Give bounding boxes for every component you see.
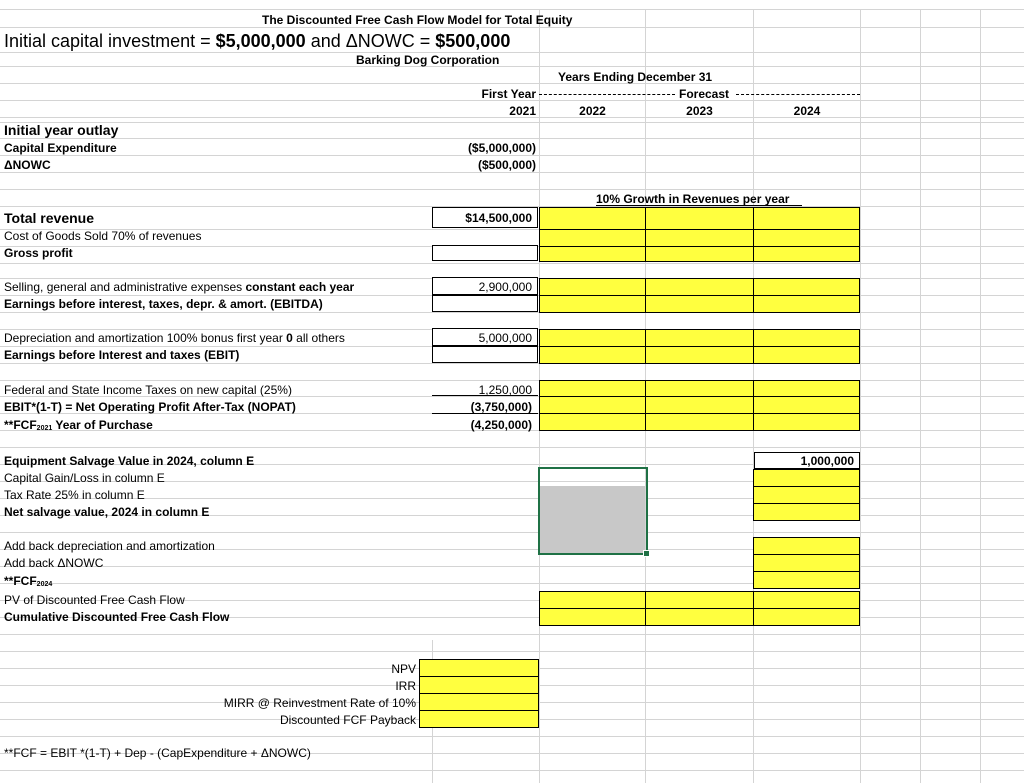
fcf-2021-value[interactable]: (4,250,000) xyxy=(470,418,532,432)
depreciation-label: Depreciation and amortization 100% bonus first year 0 all others xyxy=(4,331,345,345)
nowc-value[interactable]: ($500,000) xyxy=(477,158,536,172)
tax-2021-value[interactable]: 1,250,000 xyxy=(478,383,532,397)
sga-forecast-cell-1[interactable] xyxy=(539,278,646,296)
selection-border[interactable] xyxy=(538,467,648,555)
cogs-forecast-cell-3[interactable] xyxy=(753,229,860,247)
cumulative-forecast-cell-2[interactable] xyxy=(645,608,754,626)
dep-forecast-cell-1[interactable] xyxy=(539,329,646,347)
dep-forecast-cell-3[interactable] xyxy=(753,329,860,347)
growth-underline xyxy=(596,205,802,206)
nopat-2021-value[interactable]: (3,750,000) xyxy=(470,400,532,414)
salvage-label: Equipment Salvage Value in 2024, column E xyxy=(4,454,255,468)
nopat-forecast-cell-3[interactable] xyxy=(753,396,860,414)
dep-2021-value: 5,000,000 xyxy=(478,331,532,345)
npv-label: NPV xyxy=(391,662,416,676)
fill-handle[interactable] xyxy=(643,550,650,557)
pv-forecast-cell-2[interactable] xyxy=(645,591,754,609)
initial-outlay-heading: Initial year outlay xyxy=(4,122,119,138)
gross-profit-forecast-cell-2[interactable] xyxy=(645,246,754,262)
net-salvage-label: Net salvage value, 2024 in column E xyxy=(4,505,210,519)
nopat-label: EBIT*(1-T) = Net Operating Profit After-Tax (NOPAT) xyxy=(4,400,296,414)
irr-label: IRR xyxy=(395,679,416,693)
sheet-title: The Discounted Free Cash Flow Model for Total Equity xyxy=(262,13,573,27)
capex-label: Capital Expenditure xyxy=(4,141,117,155)
tax-forecast-cell-2[interactable] xyxy=(645,380,754,397)
tax-underline xyxy=(432,395,538,396)
gross-profit-forecast-cell-3[interactable] xyxy=(753,246,860,262)
total-revenue-2021-value: $14,500,000 xyxy=(465,211,532,225)
forecast-dash-right xyxy=(736,94,860,95)
cogs-forecast-cell-2[interactable] xyxy=(645,229,754,247)
sga-2021-value: 2,900,000 xyxy=(478,280,532,294)
ebit-2021-cell[interactable] xyxy=(432,346,538,363)
pv-label: PV of Discounted Free Cash Flow xyxy=(4,593,185,607)
ebit-forecast-cell-3[interactable] xyxy=(753,346,860,364)
sga-label: Selling, general and administrative expenses constant each year xyxy=(4,280,355,294)
gross-profit-2021-cell[interactable] xyxy=(432,245,538,261)
sga-forecast-cell-2[interactable] xyxy=(645,278,754,296)
year-2023: 2023 xyxy=(686,104,713,118)
fcf-forecast-cell-2[interactable] xyxy=(645,413,754,431)
footnote: **FCF = EBIT *(1-T) + Dep - (CapExpenditure + ΔNOWC) xyxy=(4,746,311,760)
capex-value[interactable]: ($5,000,000) xyxy=(467,141,536,155)
payback-result-cell[interactable] xyxy=(419,710,539,728)
pv-forecast-cell-3[interactable] xyxy=(753,591,860,609)
year-2022: 2022 xyxy=(579,104,606,118)
nopat-forecast-cell-2[interactable] xyxy=(645,396,754,414)
ebitda-forecast-cell-2[interactable] xyxy=(645,295,754,313)
revenue-forecast-cell-1[interactable] xyxy=(539,207,646,230)
cumulative-forecast-cell-1[interactable] xyxy=(539,608,646,626)
fcf-forecast-cell-1[interactable] xyxy=(539,413,646,431)
revenue-forecast-cell-3[interactable] xyxy=(753,207,860,230)
cogs-label: Cost of Goods Sold 70% of revenues xyxy=(4,229,202,243)
first-year-label: First Year xyxy=(481,87,536,101)
nopat-underline xyxy=(432,413,538,414)
tax-label: Federal and State Income Taxes on new capital (25%) xyxy=(4,383,292,397)
payback-label: Discounted FCF Payback xyxy=(279,713,416,727)
mirr-label: MIRR @ Reinvestment Rate of 10% xyxy=(223,696,416,710)
dep-forecast-cell-2[interactable] xyxy=(645,329,754,347)
fcf-2024-label: $**FCF_{2024}$ xyxy=(4,574,53,588)
company-name: Barking Dog Corporation xyxy=(356,53,500,67)
salvage-input-cell-2[interactable] xyxy=(753,486,860,504)
gain-loss-label: Capital Gain/Loss in column E xyxy=(4,471,165,485)
pv-forecast-cell-1[interactable] xyxy=(539,591,646,609)
years-ending-label: Years Ending December 31 xyxy=(558,70,713,84)
ebitda-forecast-cell-1[interactable] xyxy=(539,295,646,313)
fcf-forecast-cell-3[interactable] xyxy=(753,413,860,431)
gross-profit-label: Gross profit xyxy=(4,246,73,260)
forecast-dash-left xyxy=(539,94,675,95)
addback-input-cell-2[interactable] xyxy=(753,554,860,572)
mirr-result-cell[interactable] xyxy=(419,693,539,711)
npv-result-cell[interactable] xyxy=(419,659,539,677)
ebit-forecast-cell-2[interactable] xyxy=(645,346,754,364)
forecast-label: Forecast xyxy=(679,87,730,101)
ebit-label: Earnings before Interest and taxes (EBIT) xyxy=(4,348,240,362)
year-2021: 2021 xyxy=(509,104,536,118)
ebitda-label: Earnings before interest, taxes, depr. & amort. (EBITDA) xyxy=(4,297,323,311)
growth-note: 10% Growth in Revenues per year xyxy=(596,192,790,206)
add-dep-label: Add back depreciation and amortization xyxy=(4,539,215,553)
tax-forecast-cell-3[interactable] xyxy=(753,380,860,397)
cumulative-forecast-cell-3[interactable] xyxy=(753,608,860,626)
nowc-label: ΔNOWC xyxy=(4,158,51,172)
salvage-input-cell-1[interactable] xyxy=(753,469,860,487)
add-nowc-label: Add back ΔNOWC xyxy=(4,556,104,570)
gross-profit-forecast-cell-1[interactable] xyxy=(539,246,646,262)
year-2024: 2024 xyxy=(793,104,821,118)
nopat-forecast-cell-1[interactable] xyxy=(539,396,646,414)
tax-rate-label: Tax Rate 25% in column E xyxy=(4,488,145,502)
ebitda-2021-cell[interactable] xyxy=(432,295,538,312)
tax-forecast-cell-1[interactable] xyxy=(539,380,646,397)
addback-input-cell-1[interactable] xyxy=(753,537,860,555)
addback-input-cell-3[interactable] xyxy=(753,571,860,589)
fcf-2021-label: $**FCF_{2021}$ Year of Purchase xyxy=(4,418,153,432)
ebit-forecast-cell-1[interactable] xyxy=(539,346,646,364)
ebitda-forecast-cell-3[interactable] xyxy=(753,295,860,313)
capital-investment-heading: Initial capital investment = $5,000,000 and ΔNOWC = $500,000 xyxy=(4,31,511,51)
irr-result-cell[interactable] xyxy=(419,676,539,694)
cogs-forecast-cell-1[interactable] xyxy=(539,229,646,247)
sga-forecast-cell-3[interactable] xyxy=(753,278,860,296)
revenue-forecast-cell-2[interactable] xyxy=(645,207,754,230)
salvage-input-cell-3[interactable] xyxy=(753,503,860,521)
salvage-2024-value: 1,000,000 xyxy=(800,454,854,468)
cumulative-label: Cumulative Discounted Free Cash Flow xyxy=(4,610,230,624)
total-revenue-label: Total revenue xyxy=(4,210,94,226)
